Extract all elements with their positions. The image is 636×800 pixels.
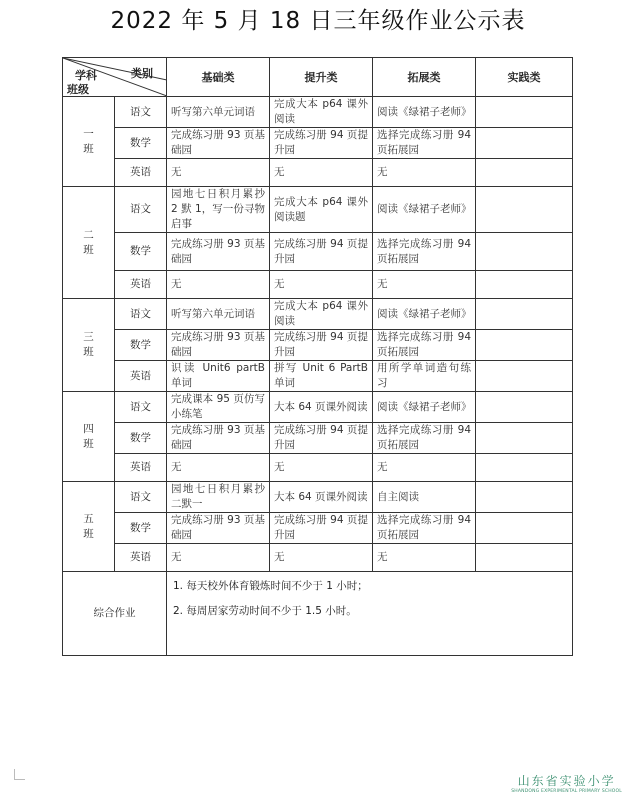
summary-item: 2. 每周居家劳动时间不少于 1.5 小时。: [173, 605, 357, 617]
assignment-cell: 阅读《绿裙子老师》: [373, 97, 476, 128]
subject-cell: 数学: [115, 233, 167, 271]
assignment-cell: 完成练习册 94 页提升园: [270, 128, 373, 159]
subject-cell: 英语: [115, 361, 167, 392]
table-row: [63, 423, 573, 454]
assignment-cell: 大本 64 页课外阅读: [270, 482, 373, 513]
class-name-top: 四: [83, 422, 94, 435]
assignment-cell: 完成练习册 93 页基础园: [167, 513, 270, 544]
class-name-top: 三: [83, 331, 94, 343]
page-corner-mark: [14, 769, 25, 780]
assignment-cell: [476, 271, 573, 299]
homework-table: [62, 57, 573, 656]
assignment-cell: 选择完成练习册 94 页拓展园: [373, 423, 476, 454]
table-row: [63, 128, 573, 159]
assignment-cell: 完成大本 p64 课外阅读: [270, 299, 373, 330]
assignment-cell: [476, 392, 573, 423]
table-row: [63, 299, 573, 330]
table-row: [63, 482, 573, 513]
subject-cell: 英语: [115, 271, 167, 299]
subject-cell: 语文: [115, 299, 167, 330]
assignment-cell: [476, 482, 573, 513]
subject-cell: 语文: [115, 482, 167, 513]
table-row: [63, 454, 573, 482]
subject-cell: 英语: [115, 544, 167, 572]
assignment-cell: 完成大本 p64 课外阅读题: [270, 187, 373, 233]
assignment-cell: [476, 159, 573, 187]
assignment-cell: 无: [167, 544, 270, 572]
assignment-cell: 阅读《绿裙子老师》: [373, 187, 476, 233]
school-logo-en: SHANDONG EXPERIMENTAL PRIMARY SCHOOL: [511, 789, 622, 794]
assignment-cell: 无: [270, 454, 373, 482]
summary-label: 综合作业: [63, 572, 167, 656]
subject-cell: 语文: [115, 187, 167, 233]
subject-cell: 语文: [115, 392, 167, 423]
table-row: [63, 361, 573, 392]
assignment-cell: 无: [270, 544, 373, 572]
assignment-cell: 无: [167, 271, 270, 299]
assignment-cell: [476, 128, 573, 159]
class-name-bottom: 班: [83, 243, 94, 256]
assignment-cell: [476, 423, 573, 454]
summary-content: [167, 572, 573, 656]
class-name-top: 一: [83, 127, 94, 140]
summary-row: [63, 572, 573, 656]
class-label: 班级: [67, 83, 89, 96]
assignment-cell: 完成练习册 94 页提升园: [270, 233, 373, 271]
assignment-cell: 完成练习册 93 页基础园: [167, 128, 270, 159]
assignment-cell: [476, 454, 573, 482]
assignment-cell: 听写第六单元词语: [167, 299, 270, 330]
column-header-extend: 拓展类: [373, 58, 476, 97]
class-name-cell: [63, 482, 115, 572]
column-header-improve: 提升类: [270, 58, 373, 97]
assignment-cell: 完成练习册 93 页基础园: [167, 423, 270, 454]
class-name-cell: [63, 299, 115, 392]
assignment-cell: 完成练习册 94 页提升园: [270, 513, 373, 544]
class-name-top: 五: [83, 512, 94, 525]
category-label: 类别: [131, 67, 153, 80]
subject-cell: 数学: [115, 128, 167, 159]
assignment-cell: 无: [373, 271, 476, 299]
subject-cell: 英语: [115, 454, 167, 482]
assignment-cell: 阅读《绿裙子老师》: [373, 299, 476, 330]
assignment-cell: 园地七日积月累抄 2 默 1，写一份寻物启事: [167, 187, 270, 233]
assignment-cell: 完成大本 p64 课外阅读: [270, 97, 373, 128]
assignment-cell: [476, 544, 573, 572]
assignment-cell: 无: [373, 544, 476, 572]
assignment-cell: 选择完成练习册 94 页拓展园: [373, 513, 476, 544]
assignment-cell: 无: [373, 454, 476, 482]
assignment-cell: 无: [270, 159, 373, 187]
column-header-practice: 实践类: [476, 58, 573, 97]
assignment-cell: [476, 330, 573, 361]
assignment-cell: 完成练习册 94 页提升园: [270, 423, 373, 454]
assignment-cell: 选择完成练习册 94 页拓展园: [373, 330, 476, 361]
table-row: [63, 544, 573, 572]
assignment-cell: 完成练习册 94 页提升园: [270, 330, 373, 361]
table-row: [63, 513, 573, 544]
assignment-cell: [476, 299, 573, 330]
assignment-cell: 大本 64 页课外阅读: [270, 392, 373, 423]
class-name-top: 二: [83, 228, 94, 241]
assignment-cell: 园地七日积月累抄二默一: [167, 482, 270, 513]
class-name-cell: [63, 392, 115, 482]
class-name-bottom: 班: [83, 346, 94, 358]
assignment-cell: [476, 361, 573, 392]
column-header-basic: 基础类: [167, 58, 270, 97]
assignment-cell: 自主阅读: [373, 482, 476, 513]
school-logo: [511, 772, 622, 794]
subject-cell: 数学: [115, 513, 167, 544]
class-name-bottom: 班: [83, 527, 94, 540]
class-name-bottom: 班: [83, 437, 94, 450]
subject-cell: 数学: [115, 330, 167, 361]
assignment-cell: 完成练习册 93 页基础园: [167, 233, 270, 271]
subject-cell: 语文: [115, 97, 167, 128]
assignment-cell: 无: [167, 159, 270, 187]
table-row: [63, 392, 573, 423]
assignment-cell: 阅读《绿裙子老师》: [373, 392, 476, 423]
class-name-bottom: 班: [83, 142, 94, 155]
table-row: [63, 271, 573, 299]
assignment-cell: [476, 513, 573, 544]
assignment-cell: 选择完成练习册 94 页拓展园: [373, 128, 476, 159]
assignment-cell: 选择完成练习册 94 页拓展园: [373, 233, 476, 271]
assignment-cell: [476, 187, 573, 233]
assignment-cell: 无: [373, 159, 476, 187]
class-name-cell: [63, 187, 115, 299]
table-row: [63, 233, 573, 271]
assignment-cell: [476, 97, 573, 128]
assignment-cell: 完成练习册 93 页基础园: [167, 330, 270, 361]
table-row: [63, 330, 573, 361]
assignment-cell: 用所学单词造句练习: [373, 361, 476, 392]
assignment-cell: 完成课本 95 页仿写小练笔: [167, 392, 270, 423]
assignment-cell: 无: [270, 271, 373, 299]
table-row: [63, 187, 573, 233]
assignment-cell: 听写第六单元词语: [167, 97, 270, 128]
subject-cell: 英语: [115, 159, 167, 187]
table-row: [63, 97, 573, 128]
page-title: 2022 年 5 月 18 日三年级作业公示表: [110, 8, 526, 34]
subject-label: 学科: [75, 69, 97, 82]
header-row: [63, 58, 573, 97]
summary-item: 1. 每天校外体育锻炼时间不少于 1 小时；: [173, 580, 368, 592]
assignment-cell: [476, 233, 573, 271]
class-name-cell: [63, 97, 115, 187]
school-logo-cn: 山东省实验小学: [517, 774, 616, 788]
subject-cell: 数学: [115, 423, 167, 454]
diagonal-header-cell: [63, 58, 167, 97]
assignment-cell: 无: [167, 454, 270, 482]
assignment-cell: 拼写 Unit 6 PartB 单词: [270, 361, 373, 392]
table-row: [63, 159, 573, 187]
assignment-cell: 识读 Unit6 partB 单词: [167, 361, 270, 392]
